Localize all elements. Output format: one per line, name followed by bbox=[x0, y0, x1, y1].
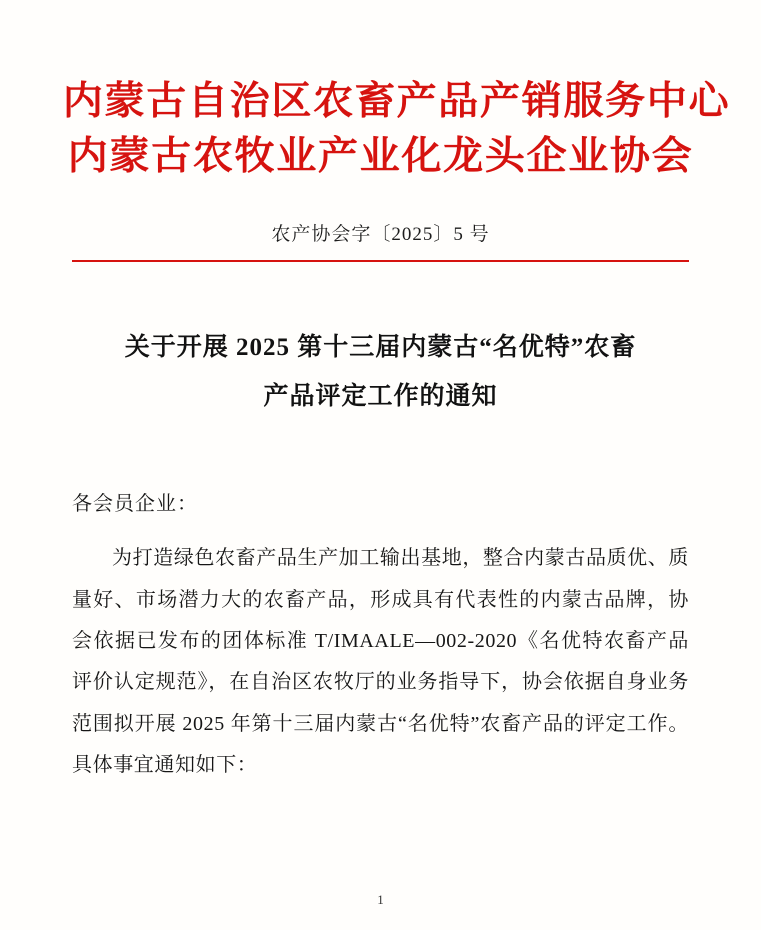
salutation: 各会员企业： bbox=[72, 493, 198, 516]
letterhead bbox=[62, 0, 731, 185]
document-title-line-1: 关于开展 2025 第十三届内蒙古“名优特”农畜 bbox=[124, 333, 637, 361]
document-number: 农产协会字〔2025〕5 号 bbox=[271, 223, 490, 245]
letterhead-line-1: 内蒙古自治区农畜产品产销服务中心 bbox=[62, 80, 731, 123]
red-divider-rule bbox=[72, 260, 689, 262]
document-title-line-2: 产品评定工作的通知 bbox=[263, 382, 498, 410]
page-number: 1 bbox=[377, 892, 384, 907]
document-title bbox=[72, 324, 689, 422]
body-paragraph-1: 为打造绿色农畜产品生产加工输出基地，整合内蒙古品质优、质量好、市场潜力大的农畜产品，形成具有代表性的内蒙古品牌，协会依据已发布的团体标准 T/IMAALE—002-2020《名优特农畜产品评价认定规范》，在自治区农牧厅的业务指导下，协会依据自身业务范围拟开展 2025 年第十三届内蒙古“名优特”农畜产品的评定工作。具体事宜通知如下： bbox=[72, 547, 689, 777]
letterhead-line-2: 内蒙古农牧业产业化龙头企业协会 bbox=[67, 135, 694, 179]
